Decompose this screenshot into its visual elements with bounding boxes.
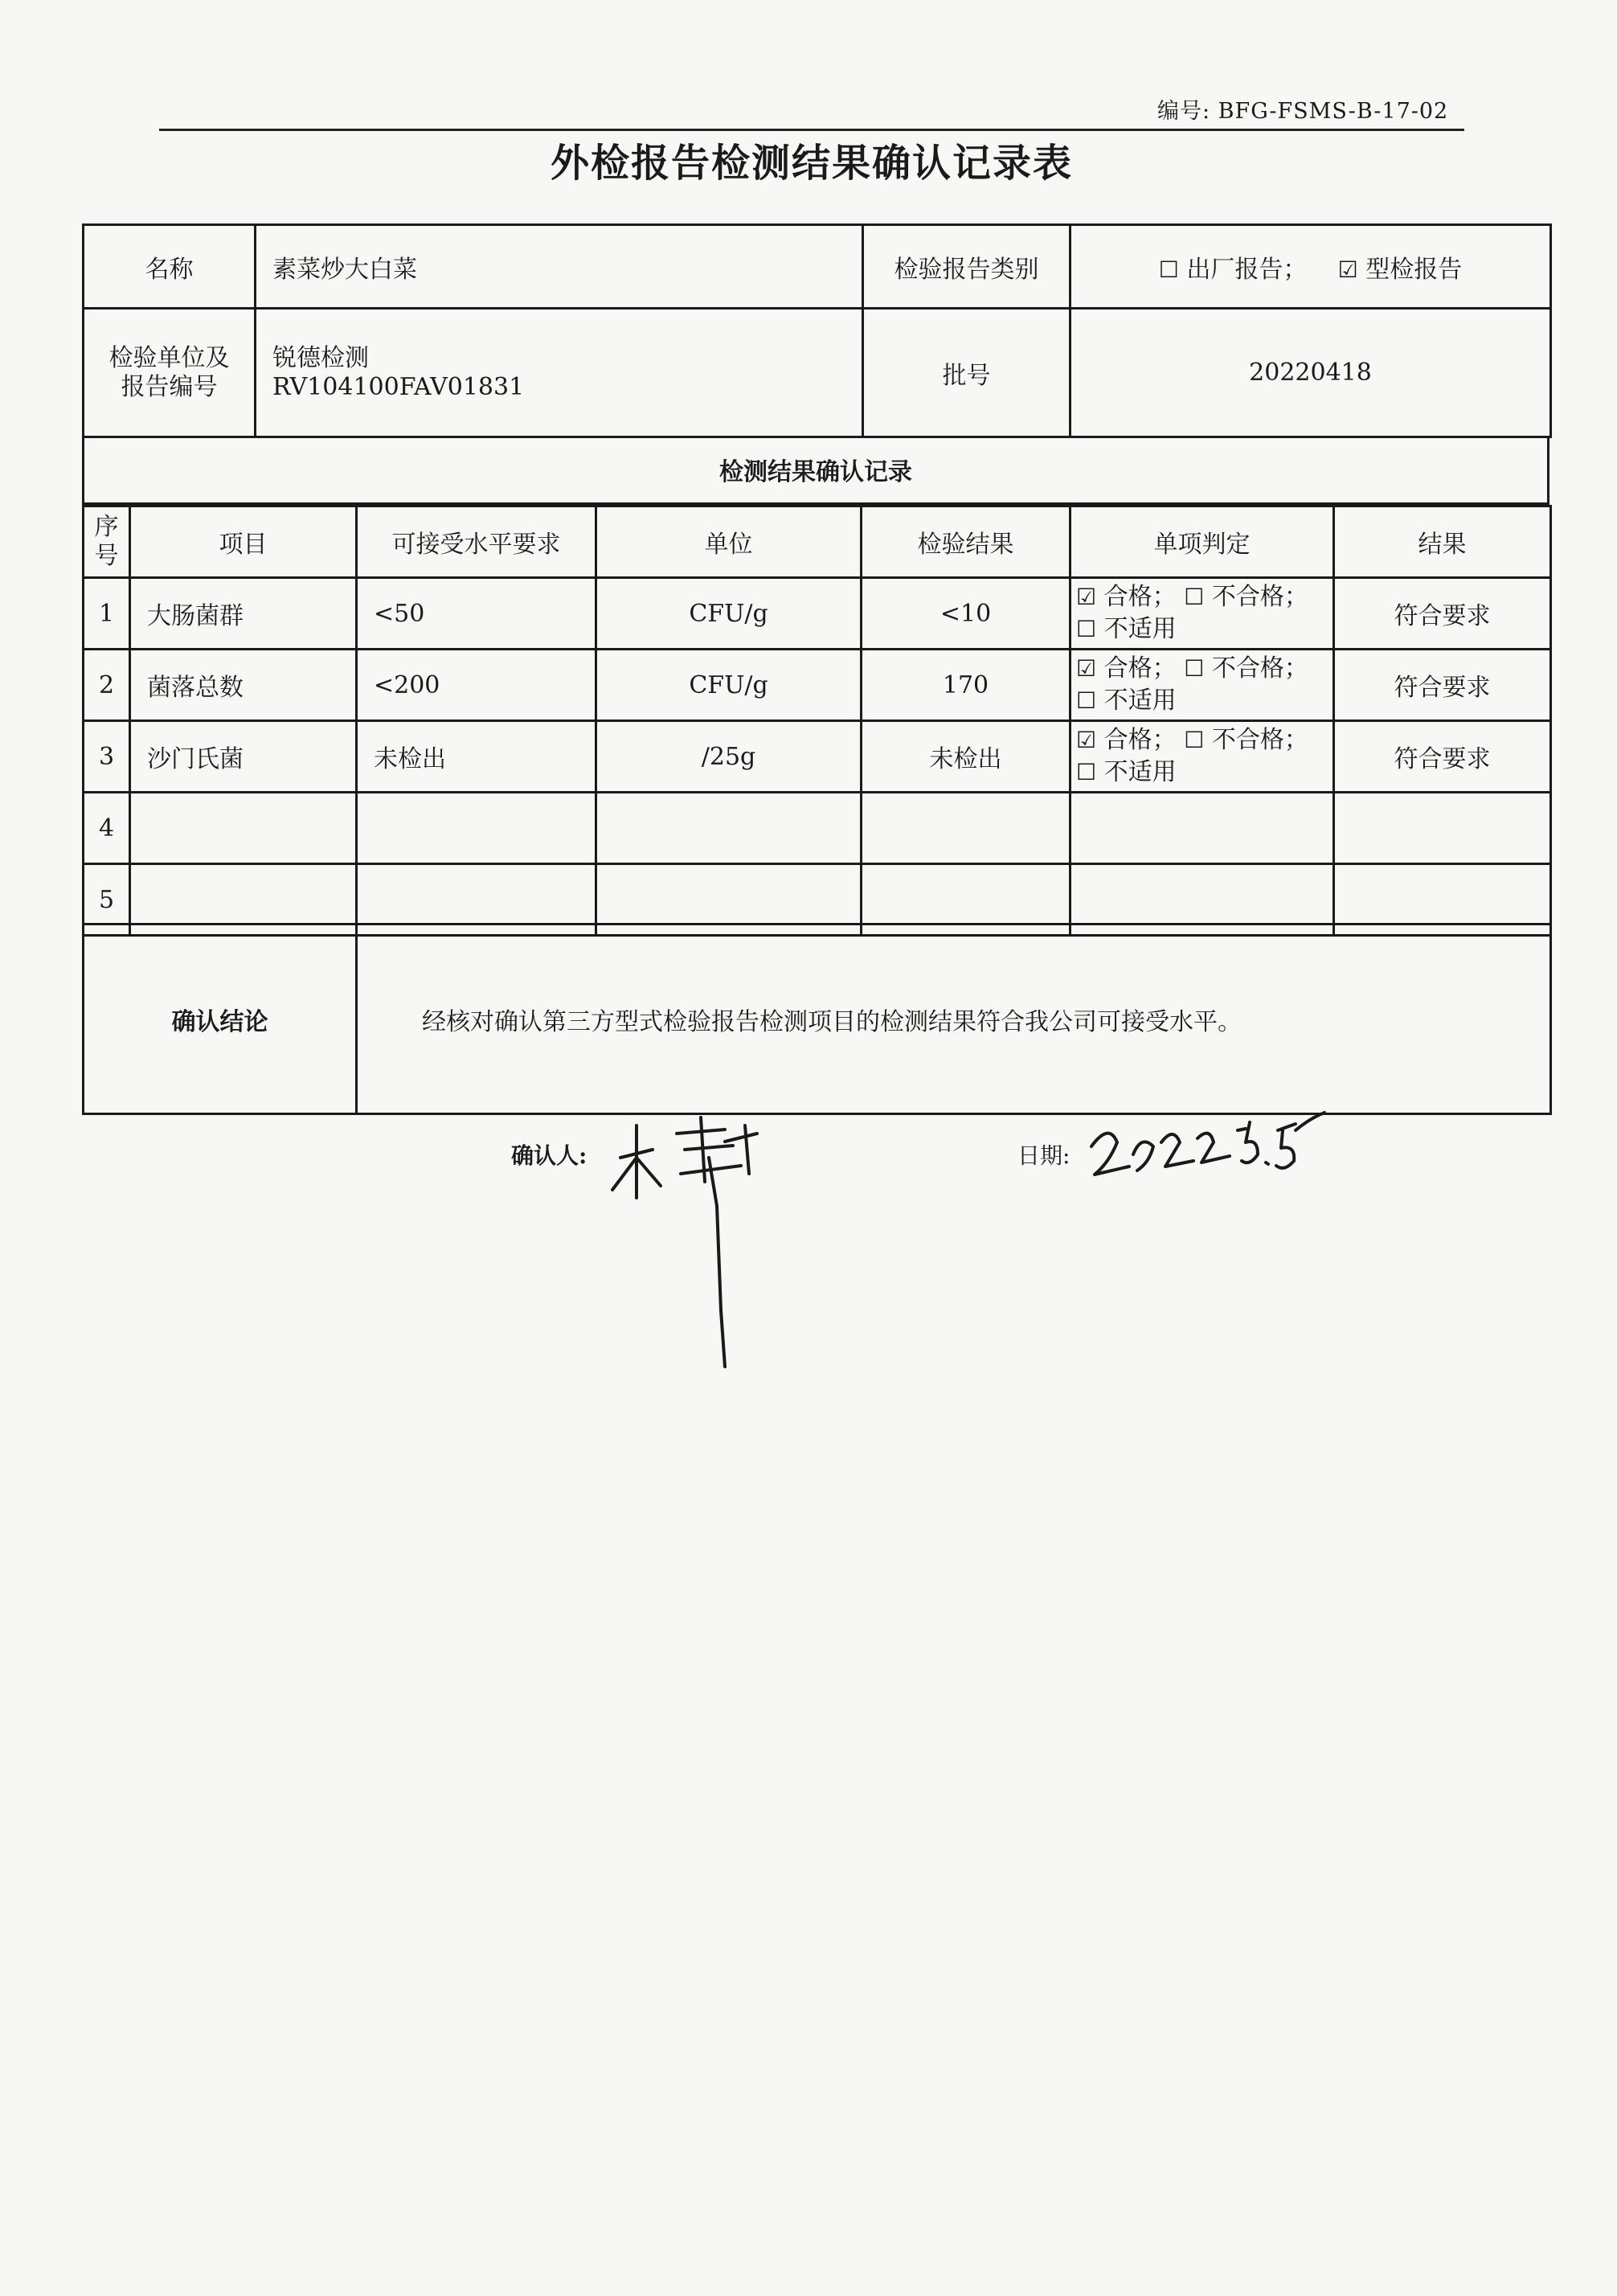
row-judgement: ☑ 合格； ☐ 不合格； ☐ 不适用 bbox=[1070, 650, 1334, 721]
col-judgement: 单项判定 bbox=[1070, 506, 1334, 578]
header-rule bbox=[159, 129, 1464, 131]
lab-name: 锐德检测 bbox=[272, 343, 369, 372]
confirmer-label: 确认人: bbox=[511, 1142, 587, 1169]
row-seq: 2 bbox=[84, 650, 130, 721]
conclusion-label: 确认结论 bbox=[84, 925, 357, 1114]
row-judgement: ☑ 合格； ☐ 不合格； ☐ 不适用 bbox=[1070, 721, 1334, 793]
row-requirement: <50 bbox=[357, 578, 596, 650]
info-table bbox=[82, 223, 1552, 438]
checkbox-checked-icon: ☑ bbox=[1076, 655, 1097, 682]
row-requirement: 未检出 bbox=[357, 721, 596, 793]
checkbox-unchecked-icon: ☐ bbox=[1076, 616, 1097, 642]
row-item: 菌落总数 bbox=[130, 650, 357, 721]
checkbox-unchecked-icon: ☐ bbox=[1158, 256, 1179, 283]
row-judgement: ☑ 合格； ☐ 不合格； ☐ 不适用 bbox=[1070, 578, 1334, 650]
document-number: 编号: BFG-FSMS-B-17-02 bbox=[1157, 99, 1449, 124]
checkbox-unchecked-icon: ☐ bbox=[1184, 584, 1205, 610]
row-item: 沙门氏菌 bbox=[130, 721, 357, 793]
col-item: 项目 bbox=[130, 506, 357, 578]
report-number: RV104100FAV01831 bbox=[272, 372, 525, 401]
unit-value bbox=[256, 309, 863, 437]
row-seq: 3 bbox=[84, 721, 130, 793]
report-type-type-test: 型检报告 bbox=[1365, 255, 1463, 284]
date-label: 日期: bbox=[1017, 1142, 1070, 1169]
row-seq: 5 bbox=[84, 864, 130, 936]
row-seq: 4 bbox=[84, 793, 130, 864]
results-header-row bbox=[84, 506, 1551, 578]
col-requirement: 可接受水平要求 bbox=[357, 506, 596, 578]
handwritten-signature bbox=[604, 1109, 781, 1375]
col-conclusion: 结果 bbox=[1334, 506, 1551, 578]
row-unit: CFU/g bbox=[596, 650, 862, 721]
report-type-label: 检验报告类别 bbox=[863, 225, 1070, 309]
row-result: <10 bbox=[862, 578, 1070, 650]
batch-value: 20220418 bbox=[1070, 309, 1551, 437]
table-row bbox=[84, 578, 1551, 650]
report-type-factory: 出厂报告； bbox=[1186, 255, 1308, 284]
col-seq: 序 号 bbox=[84, 506, 130, 578]
row-requirement: <200 bbox=[357, 650, 596, 721]
page-title: 外检报告检测结果确认记录表 bbox=[550, 141, 1073, 186]
conclusion-table bbox=[82, 923, 1552, 1115]
checkbox-unchecked-icon: ☐ bbox=[1076, 759, 1097, 785]
row-unit: CFU/g bbox=[596, 578, 862, 650]
row-item: 大肠菌群 bbox=[130, 578, 357, 650]
table-row bbox=[84, 721, 1551, 793]
name-value: 素菜炒大白菜 bbox=[256, 225, 863, 309]
batch-label: 批号 bbox=[863, 309, 1070, 437]
row-conclusion: 符合要求 bbox=[1334, 578, 1551, 650]
results-table bbox=[82, 505, 1552, 937]
row-conclusion: 符合要求 bbox=[1334, 650, 1551, 721]
row-result: 170 bbox=[862, 650, 1070, 721]
table-row bbox=[84, 793, 1551, 864]
table-row bbox=[84, 650, 1551, 721]
row-result: 未检出 bbox=[862, 721, 1070, 793]
checkbox-unchecked-icon: ☐ bbox=[1184, 655, 1205, 682]
report-type-options bbox=[1070, 225, 1551, 309]
unit-label: 检验单位及 报告编号 bbox=[84, 309, 256, 437]
checkbox-unchecked-icon: ☐ bbox=[1184, 727, 1205, 753]
checkbox-checked-icon: ☑ bbox=[1076, 584, 1097, 610]
conclusion-text: 经核对确认第三方型式检验报告检测项目的检测结果符合我公司可接受水平。 bbox=[357, 925, 1551, 1114]
row-conclusion: 符合要求 bbox=[1334, 721, 1551, 793]
checkbox-checked-icon: ☑ bbox=[1076, 727, 1097, 753]
handwritten-date bbox=[1085, 1098, 1326, 1203]
col-result: 检验结果 bbox=[862, 506, 1070, 578]
row-unit: /25g bbox=[596, 721, 862, 793]
section-title: 检测结果确认记录 bbox=[82, 436, 1549, 505]
name-label: 名称 bbox=[84, 225, 256, 309]
checkbox-unchecked-icon: ☐ bbox=[1076, 687, 1097, 714]
row-seq: 1 bbox=[84, 578, 130, 650]
col-unit: 单位 bbox=[596, 506, 862, 578]
checkbox-checked-icon: ☑ bbox=[1337, 256, 1358, 283]
